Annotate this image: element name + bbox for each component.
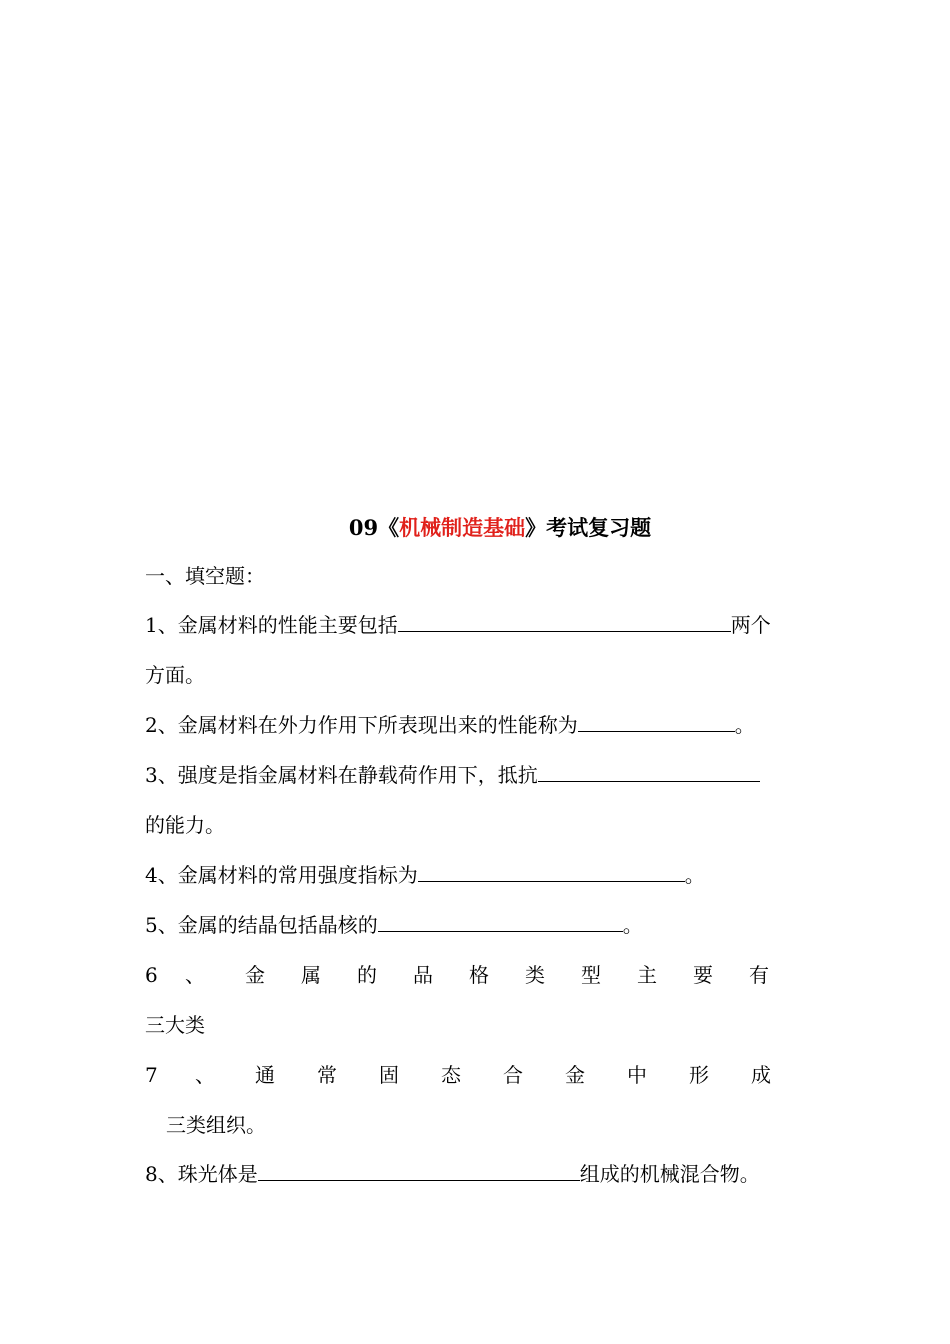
question-7 (145, 1061, 775, 1089)
question-6 (145, 961, 775, 989)
answer-blank-5[interactable] (378, 911, 623, 932)
q7row-char: 7 (145, 1063, 158, 1087)
question-1-cont: 方面。 (145, 663, 205, 687)
q7row-char: 金 (565, 1063, 585, 1087)
q6row-char: 要 (693, 963, 713, 987)
q7row-char: 固 (379, 1063, 399, 1087)
question-5: 5、金属的结晶包括晶核的 。 (145, 913, 643, 937)
title-suffix: 》考试复习题 (525, 515, 652, 540)
answer-blank-4[interactable] (418, 861, 685, 882)
q6row-char: 属 (301, 963, 321, 987)
q6row-char: 格 (469, 963, 489, 987)
question-8: 8、珠光体是 组成的机械混合物。 (145, 1162, 760, 1186)
q7row-char: 中 (627, 1063, 647, 1087)
question-7-cont: 三类组织。 (166, 1113, 266, 1137)
title-highlight: 机械制造基础 (399, 515, 526, 540)
q7row-char: 态 (441, 1063, 461, 1087)
q7row-char: 、 (195, 1063, 215, 1087)
q6row-char: 型 (581, 963, 601, 987)
answer-blank-8[interactable] (258, 1160, 580, 1181)
q6row-char: 金 (245, 963, 265, 987)
question-6-cont: 三大类 (145, 1013, 205, 1037)
q6row-char: 6 (145, 963, 158, 987)
q7row-char: 常 (317, 1063, 337, 1087)
page-title (0, 512, 950, 542)
q7row-char: 合 (503, 1063, 523, 1087)
section-heading: 一、填空题： (145, 564, 265, 588)
question-3-cont: 的能力。 (145, 813, 225, 837)
q6row-char: 有 (749, 963, 769, 987)
q7row-char: 形 (689, 1063, 709, 1087)
answer-blank-3[interactable] (538, 761, 760, 782)
q6row-char: 品 (413, 963, 433, 987)
question-1: 1、金属材料的性能主要包括 两个 (145, 613, 771, 637)
title-prefix: 09《 (348, 515, 400, 540)
question-4: 4、金属材料的常用强度指标为 。 (145, 863, 705, 887)
q7row-char: 通 (255, 1063, 275, 1087)
q6row-char: 、 (185, 963, 205, 987)
question-2: 2、金属材料在外力作用下所表现出来的性能称为 。 (145, 713, 755, 737)
q7row-char: 成 (751, 1063, 771, 1087)
question-3: 3、强度是指金属材料在静载荷作用下，抵抗 (145, 761, 760, 789)
q6row-char: 主 (637, 963, 657, 987)
q6row-char: 类 (525, 963, 545, 987)
q6row-char: 的 (357, 963, 377, 987)
answer-blank-1[interactable] (398, 611, 731, 632)
answer-blank-2[interactable] (578, 711, 735, 732)
